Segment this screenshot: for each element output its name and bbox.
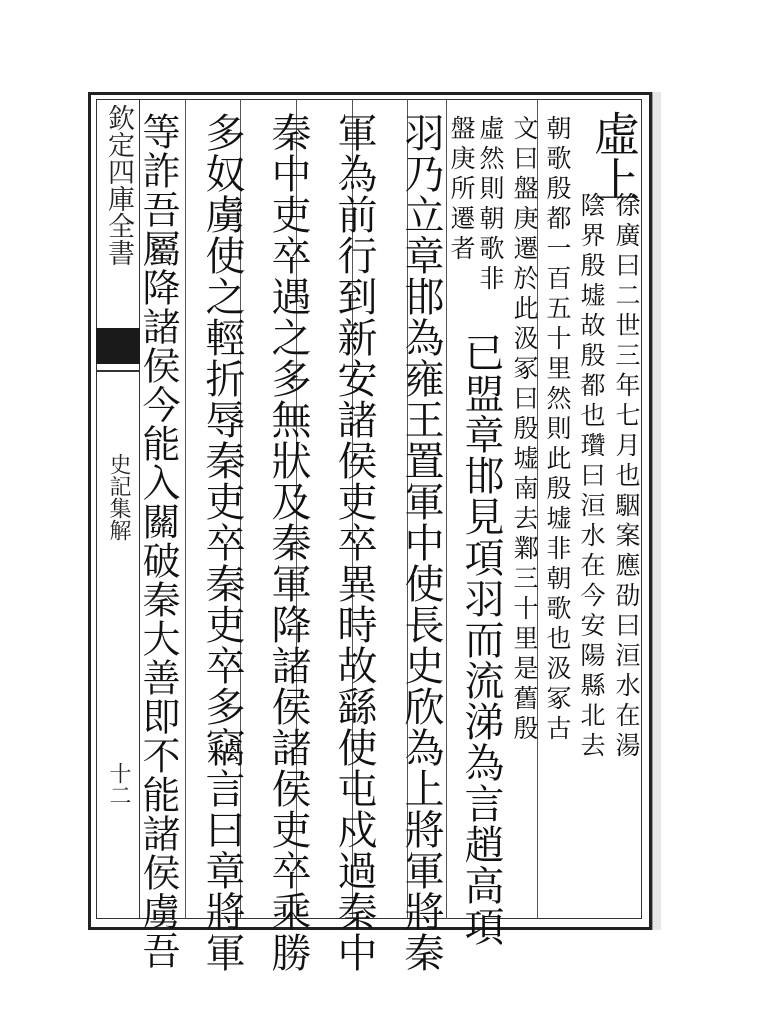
- commentary-column: 朝歌殷都一百五十里然則此殷墟非朝歌也汲冢古: [543, 115, 572, 745]
- text-column: 虛上: [587, 110, 641, 202]
- text-column: 等詐吾屬降諸侯今能入關破秦大善即不能諸侯虜吾: [136, 112, 180, 970]
- book-title: 史記集解: [106, 453, 131, 541]
- commentary-column: 徐廣曰二世三年七月也駰案應劭曰洹水在湯: [612, 192, 641, 762]
- commentary-column: 陰界殷墟故殷都也瓚曰洹水在今安陽縣北去: [577, 192, 606, 762]
- text-column: 羽乃立章邯為雍王置軍中使長史欣為上將軍將秦: [398, 112, 444, 973]
- commentary-column: 虛然則朝歌非: [476, 115, 505, 295]
- commentary-column: 盤庚所遷者: [447, 115, 476, 265]
- binding-gutter: [652, 92, 661, 930]
- page-number: 十二: [106, 762, 131, 806]
- commentary-column: 文曰盤庚遷於此汲冢曰殷墟南去鄴三十里是舊殷: [510, 115, 539, 745]
- text-column: 軍為前行到新安諸侯吏卒異時故繇使屯戍過秦中: [331, 112, 377, 973]
- collection-title: 欽定四庫全書: [103, 104, 134, 266]
- text-column: 已盟章邯見項羽而流涕為言趙高項: [458, 332, 504, 947]
- text-column: 多奴虜使之輕折辱秦吏卒秦吏卒多竊言曰章將軍: [199, 112, 245, 973]
- text-column: 秦中吏卒遇之多無狀及秦軍降諸侯諸侯吏卒乘勝: [265, 112, 311, 973]
- column-rule: [185, 99, 186, 919]
